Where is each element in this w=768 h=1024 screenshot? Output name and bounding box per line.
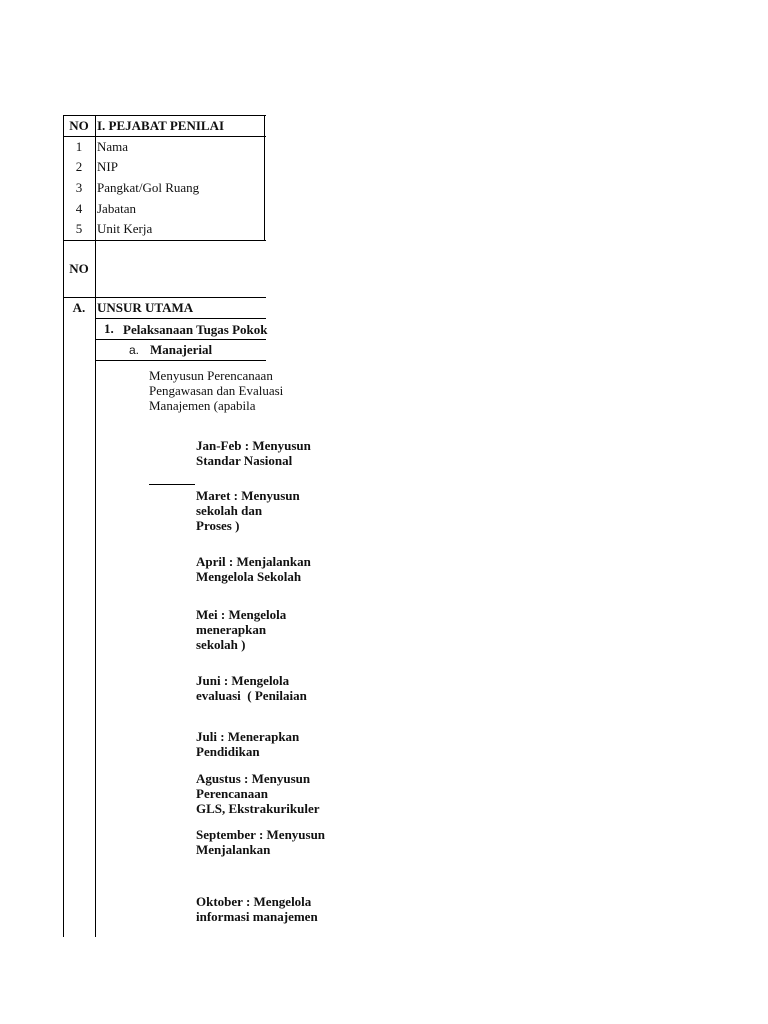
item-description: Menyusun Perencanaan Pengawasan dan Evaluasi Manajemen (apabila (149, 368, 284, 413)
table-right-border (264, 115, 265, 241)
row-label-unit-kerja: Unit Kerja (97, 221, 153, 236)
month-entry: Juni : Mengelola evaluasi ( Penilaian (196, 673, 307, 703)
month-entry: Oktober : Mengelola informasi manajemen (196, 894, 318, 924)
section-letter: A. (72, 300, 86, 315)
row-number: 4 (75, 201, 83, 216)
unsur-utama-title: UNSUR UTAMA (97, 300, 194, 315)
month-entry: Agustus : Menyusun Perencanaan GLS, Ekstrakurikuler (196, 771, 320, 816)
second-header-no-label: NO (69, 261, 89, 276)
second-table-left-border (63, 241, 64, 937)
item-title: Manajerial (150, 342, 213, 357)
tugas-pokok-bottom-border (95, 339, 266, 340)
row-number: 1 (75, 139, 83, 154)
month-entry: September : Menyusun Menjalankan (196, 827, 326, 857)
row-label-nama: Nama (97, 139, 129, 154)
row-number: 5 (75, 221, 83, 236)
header-no-label: NO (69, 118, 89, 133)
month-entry: Maret : Menyusun sekolah dan Proses ) (196, 488, 300, 533)
second-no-column-divider (95, 241, 96, 937)
row-number: 2 (75, 159, 83, 174)
month-entry: Juli : Menerapkan Pendidikan (196, 729, 300, 759)
second-header-bottom-border (63, 297, 266, 298)
manajerial-bottom-border (95, 360, 266, 361)
row-label-nip: NIP (97, 159, 118, 174)
month-entry: Jan-Feb : Menyusun Standar Nasional (196, 438, 311, 468)
item-letter: a. (129, 343, 140, 357)
sub-title: Pelaksanaan Tugas Pokok (123, 322, 268, 337)
row-label-jabatan: Jabatan (97, 201, 136, 216)
section-title: I. PEJABAT PENILAI (97, 118, 225, 133)
separator-line (149, 484, 195, 485)
table-top-border (63, 115, 266, 116)
row-number: 3 (75, 180, 83, 195)
unsur-utama-bottom-border (95, 318, 266, 319)
header-bottom-border (63, 136, 266, 137)
assessor-bottom-border (63, 240, 266, 241)
month-entry: Mei : Mengelola menerapkan sekolah ) (196, 607, 287, 652)
month-entry: April : Menjalankan Mengelola Sekolah (196, 554, 311, 584)
sub-number: 1. (104, 321, 114, 336)
row-label-pangkat: Pangkat/Gol Ruang (97, 180, 200, 195)
no-column-divider (95, 115, 96, 241)
